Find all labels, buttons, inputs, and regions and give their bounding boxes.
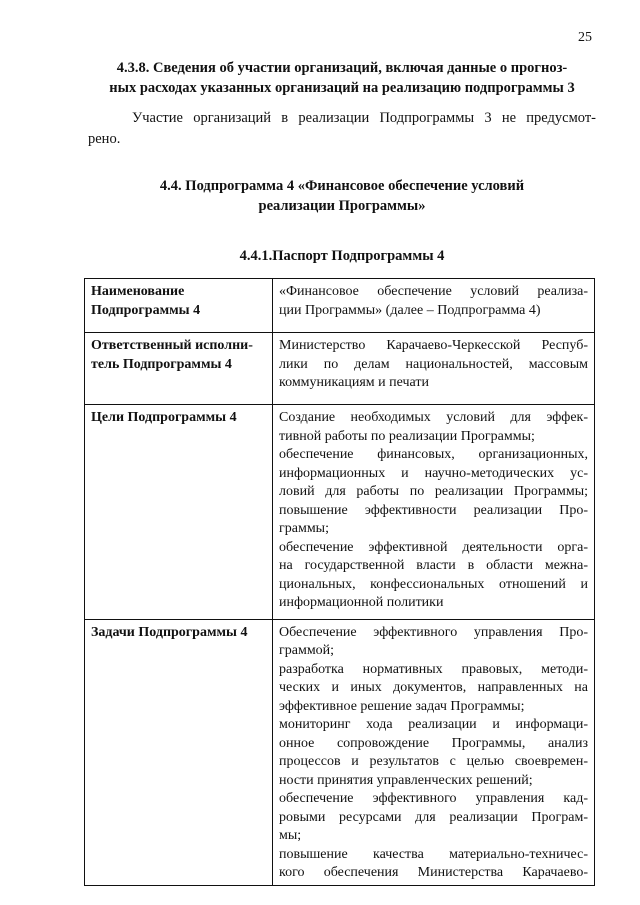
row-content-cell (273, 279, 595, 333)
label-line: Цели Подпрограммы 4 (91, 410, 237, 425)
paragraph-line: рено. (88, 131, 121, 147)
content-line: ровыми ресурсами для реализации Програм- (279, 809, 588, 825)
content-line: лики по делам национальностей, массовым (279, 356, 588, 372)
label-line: Ответственный исполни- (91, 338, 253, 353)
content-line: граммы; (279, 521, 329, 536)
content-line: коммуникациям и печати (279, 375, 429, 390)
heading-line: 4.3.8. Сведения об участии организаций, включая данные о прогноз- (116, 60, 568, 76)
content-line: ческих и иных документов, направленных на (279, 680, 588, 695)
content-line: разработка нормативных правовых, методи- (279, 661, 588, 677)
content-line: на государственной власти в области межна- (279, 558, 588, 573)
content-line: процессов и результатов с целью своевремен- (279, 754, 588, 769)
section-4-3-8-heading (88, 58, 596, 98)
paragraph-line: Участие организаций в реализации Подпрограммы 3 не предусмот- (132, 110, 596, 126)
table-row (85, 619, 595, 885)
content-line: кого обеспечения Министерства Карачаево- (279, 865, 588, 880)
label-line: тель Подпрограммы 4 (91, 356, 232, 372)
section-4-3-8-text (88, 108, 596, 150)
content-line: Министерство Карачаево-Черкесской Респуб- (279, 338, 588, 353)
row-label-cell (85, 405, 273, 620)
page-number: 25 (578, 30, 592, 45)
table-row (85, 405, 595, 620)
content-line: Создание необходимых условий для эффек- (279, 410, 588, 425)
content-line: информационных и научно-методических ус- (279, 465, 588, 481)
content-line: эффективное решение задач Программы; (279, 698, 525, 714)
content-line: Обеспечение эффективного управления Про- (279, 624, 588, 640)
content-line: мониторинг хода реализации и информаци- (279, 717, 588, 732)
label-line: Задачи Подпрограммы 4 (91, 624, 248, 640)
content-line: информационной политики (279, 595, 444, 610)
content-line: граммой; (279, 643, 335, 658)
content-line: обеспечение финансовых, организационных, (279, 447, 588, 462)
content-line: онное сопровождение Программы, анализ (279, 735, 588, 751)
section-4-4-heading (88, 176, 596, 216)
content-line: тивной работы по реализации Программы; (279, 428, 535, 444)
row-label-cell (85, 279, 273, 333)
table-row (85, 333, 595, 405)
content-line: ловий для работы по реализации Программы; (279, 484, 588, 499)
row-content-cell (273, 619, 595, 885)
content-line: ности принятия управленческих решений; (279, 772, 533, 788)
label-line: Подпрограммы 4 (91, 302, 201, 318)
heading-line: реализации Программы» (258, 198, 426, 214)
content-line: повышение качества материально-техничес- (279, 846, 588, 862)
passport-table (84, 278, 595, 886)
content-line: «Финансовое обеспечение условий реализа- (279, 284, 588, 299)
heading-line: ных расходах указанных организаций на реализацию подпрограммы 3 (109, 80, 575, 96)
content-line: циональных, конфессиональных отношений и (279, 576, 588, 592)
heading-line: 4.4. Подпрограмма 4 «Финансовое обеспечение условий (159, 178, 525, 194)
row-label-cell (85, 619, 273, 885)
table-row (85, 279, 595, 333)
row-label-cell (85, 333, 273, 405)
content-line: обеспечение эффективного управления кад- (279, 791, 588, 806)
label-line: Наименование (91, 284, 185, 299)
content-line: повышение эффективности реализации Про- (279, 502, 588, 518)
section-4-4-1-heading: 4.4.1.Паспорт Подпрограммы 4 (239, 248, 445, 264)
row-content-cell (273, 333, 595, 405)
content-line: мы; (279, 828, 302, 843)
row-content-cell (273, 405, 595, 620)
content-line: обеспечение эффективной деятельности орга- (279, 539, 588, 555)
content-line: ции Программы» (далее – Подпрограмма 4) (279, 302, 541, 318)
